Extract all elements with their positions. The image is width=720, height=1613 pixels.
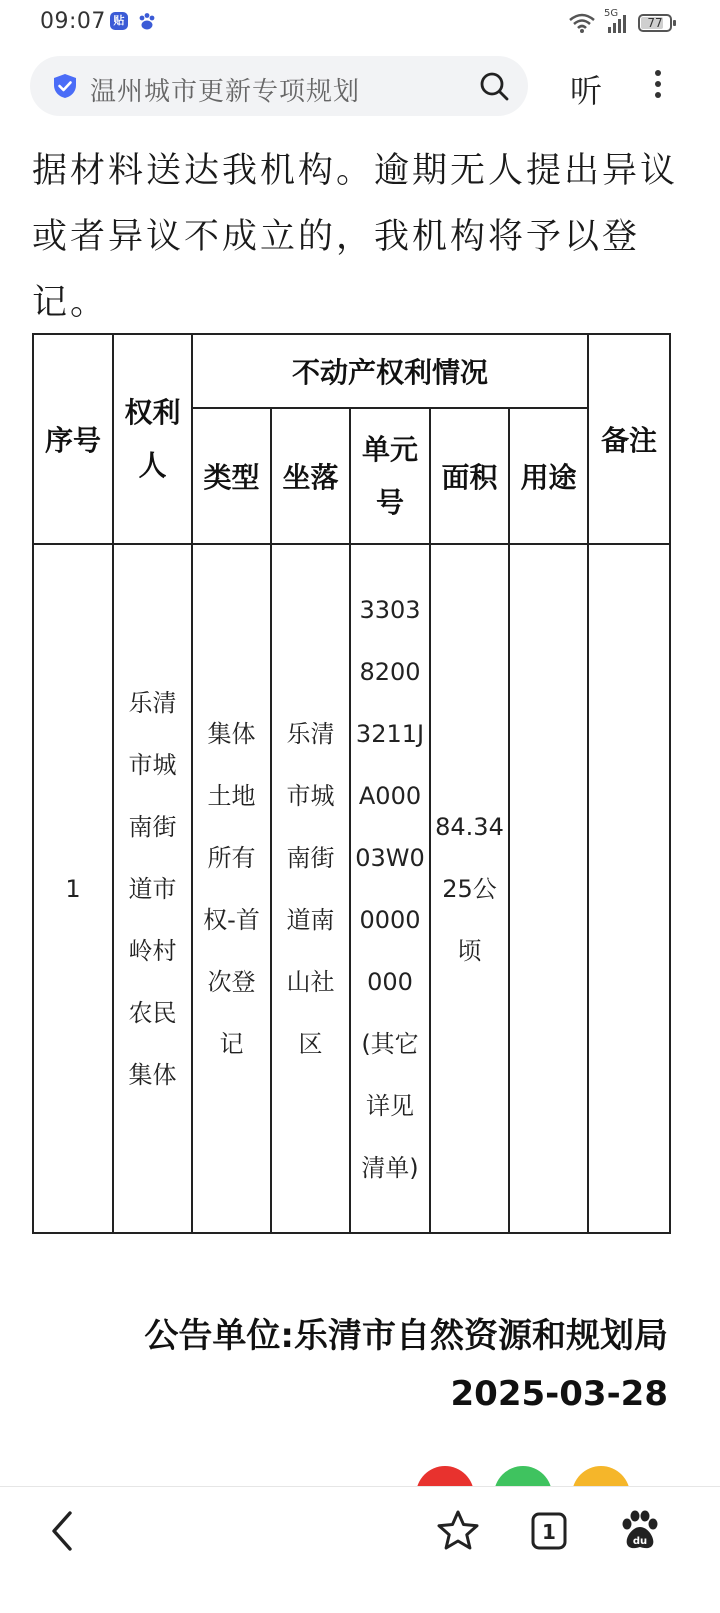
header-location: 坐落	[271, 408, 350, 544]
more-icon[interactable]	[644, 66, 672, 106]
back-icon[interactable]	[40, 1507, 88, 1555]
header-index: 序号	[33, 334, 113, 544]
baidu-notification-icon	[137, 12, 157, 32]
table-row	[33, 544, 670, 1233]
header-area: 面积	[430, 408, 509, 544]
network-type: 5G	[604, 8, 619, 19]
cell-unit-no: 330382003211JA00003W00000000(其它详见清单)	[350, 544, 430, 1233]
search-query-text[interactable]: 温州城市更新专项规划	[90, 77, 361, 107]
status-indicators	[568, 10, 672, 36]
app-notification-icon: 贴	[110, 12, 128, 30]
header-unit-no: 单元号	[350, 408, 430, 544]
property-table	[32, 333, 671, 1234]
tabs-icon[interactable]	[525, 1507, 573, 1555]
header-type: 类型	[192, 408, 271, 544]
cell-type: 集体土地所有权-首次登记	[192, 544, 271, 1233]
header-holder: 权利人	[113, 334, 192, 544]
share-weibo-icon[interactable]	[416, 1466, 474, 1486]
listen-button[interactable]: 听	[570, 72, 603, 110]
cell-use	[509, 544, 588, 1233]
star-icon[interactable]	[434, 1507, 482, 1555]
svg-text:du: du	[632, 1536, 648, 1547]
search-bar[interactable]	[30, 56, 528, 116]
cell-remark	[588, 544, 670, 1233]
shield-icon	[52, 73, 78, 99]
header-remark: 备注	[588, 334, 670, 544]
search-icon[interactable]	[478, 70, 510, 102]
status-time: 09:07	[40, 9, 106, 34]
article-paragraph: 据材料送达我机构。逾期无人提出异议或者异议不成立的，我机构将予以登记。	[32, 151, 679, 323]
cell-area: 84.3425公顷	[430, 544, 509, 1233]
share-wechat-icon[interactable]	[494, 1466, 552, 1486]
wifi-icon	[568, 12, 596, 34]
battery-level: 77	[647, 16, 663, 30]
share-favorite-icon[interactable]	[572, 1466, 630, 1486]
publish-date: 2025-03-28	[450, 1374, 668, 1414]
header-rights-group: 不动产权利情况	[192, 334, 588, 408]
status-bar	[0, 0, 720, 46]
battery-icon	[638, 14, 672, 32]
header-use: 用途	[509, 408, 588, 544]
signal-icon	[604, 8, 630, 35]
baidu-paw-icon[interactable]	[616, 1507, 664, 1555]
bottom-navigation	[0, 1486, 720, 1613]
svg-text:1: 1	[542, 1520, 556, 1544]
publisher-line: 公告单位:乐清市自然资源和规划局	[144, 1316, 668, 1356]
share-row-peek	[0, 1462, 720, 1486]
cell-holder: 乐清市城南街道市岭村农民集体	[113, 544, 192, 1233]
cell-location: 乐清市城南街道南山社区	[271, 544, 350, 1233]
cell-index: 1	[33, 544, 113, 1233]
